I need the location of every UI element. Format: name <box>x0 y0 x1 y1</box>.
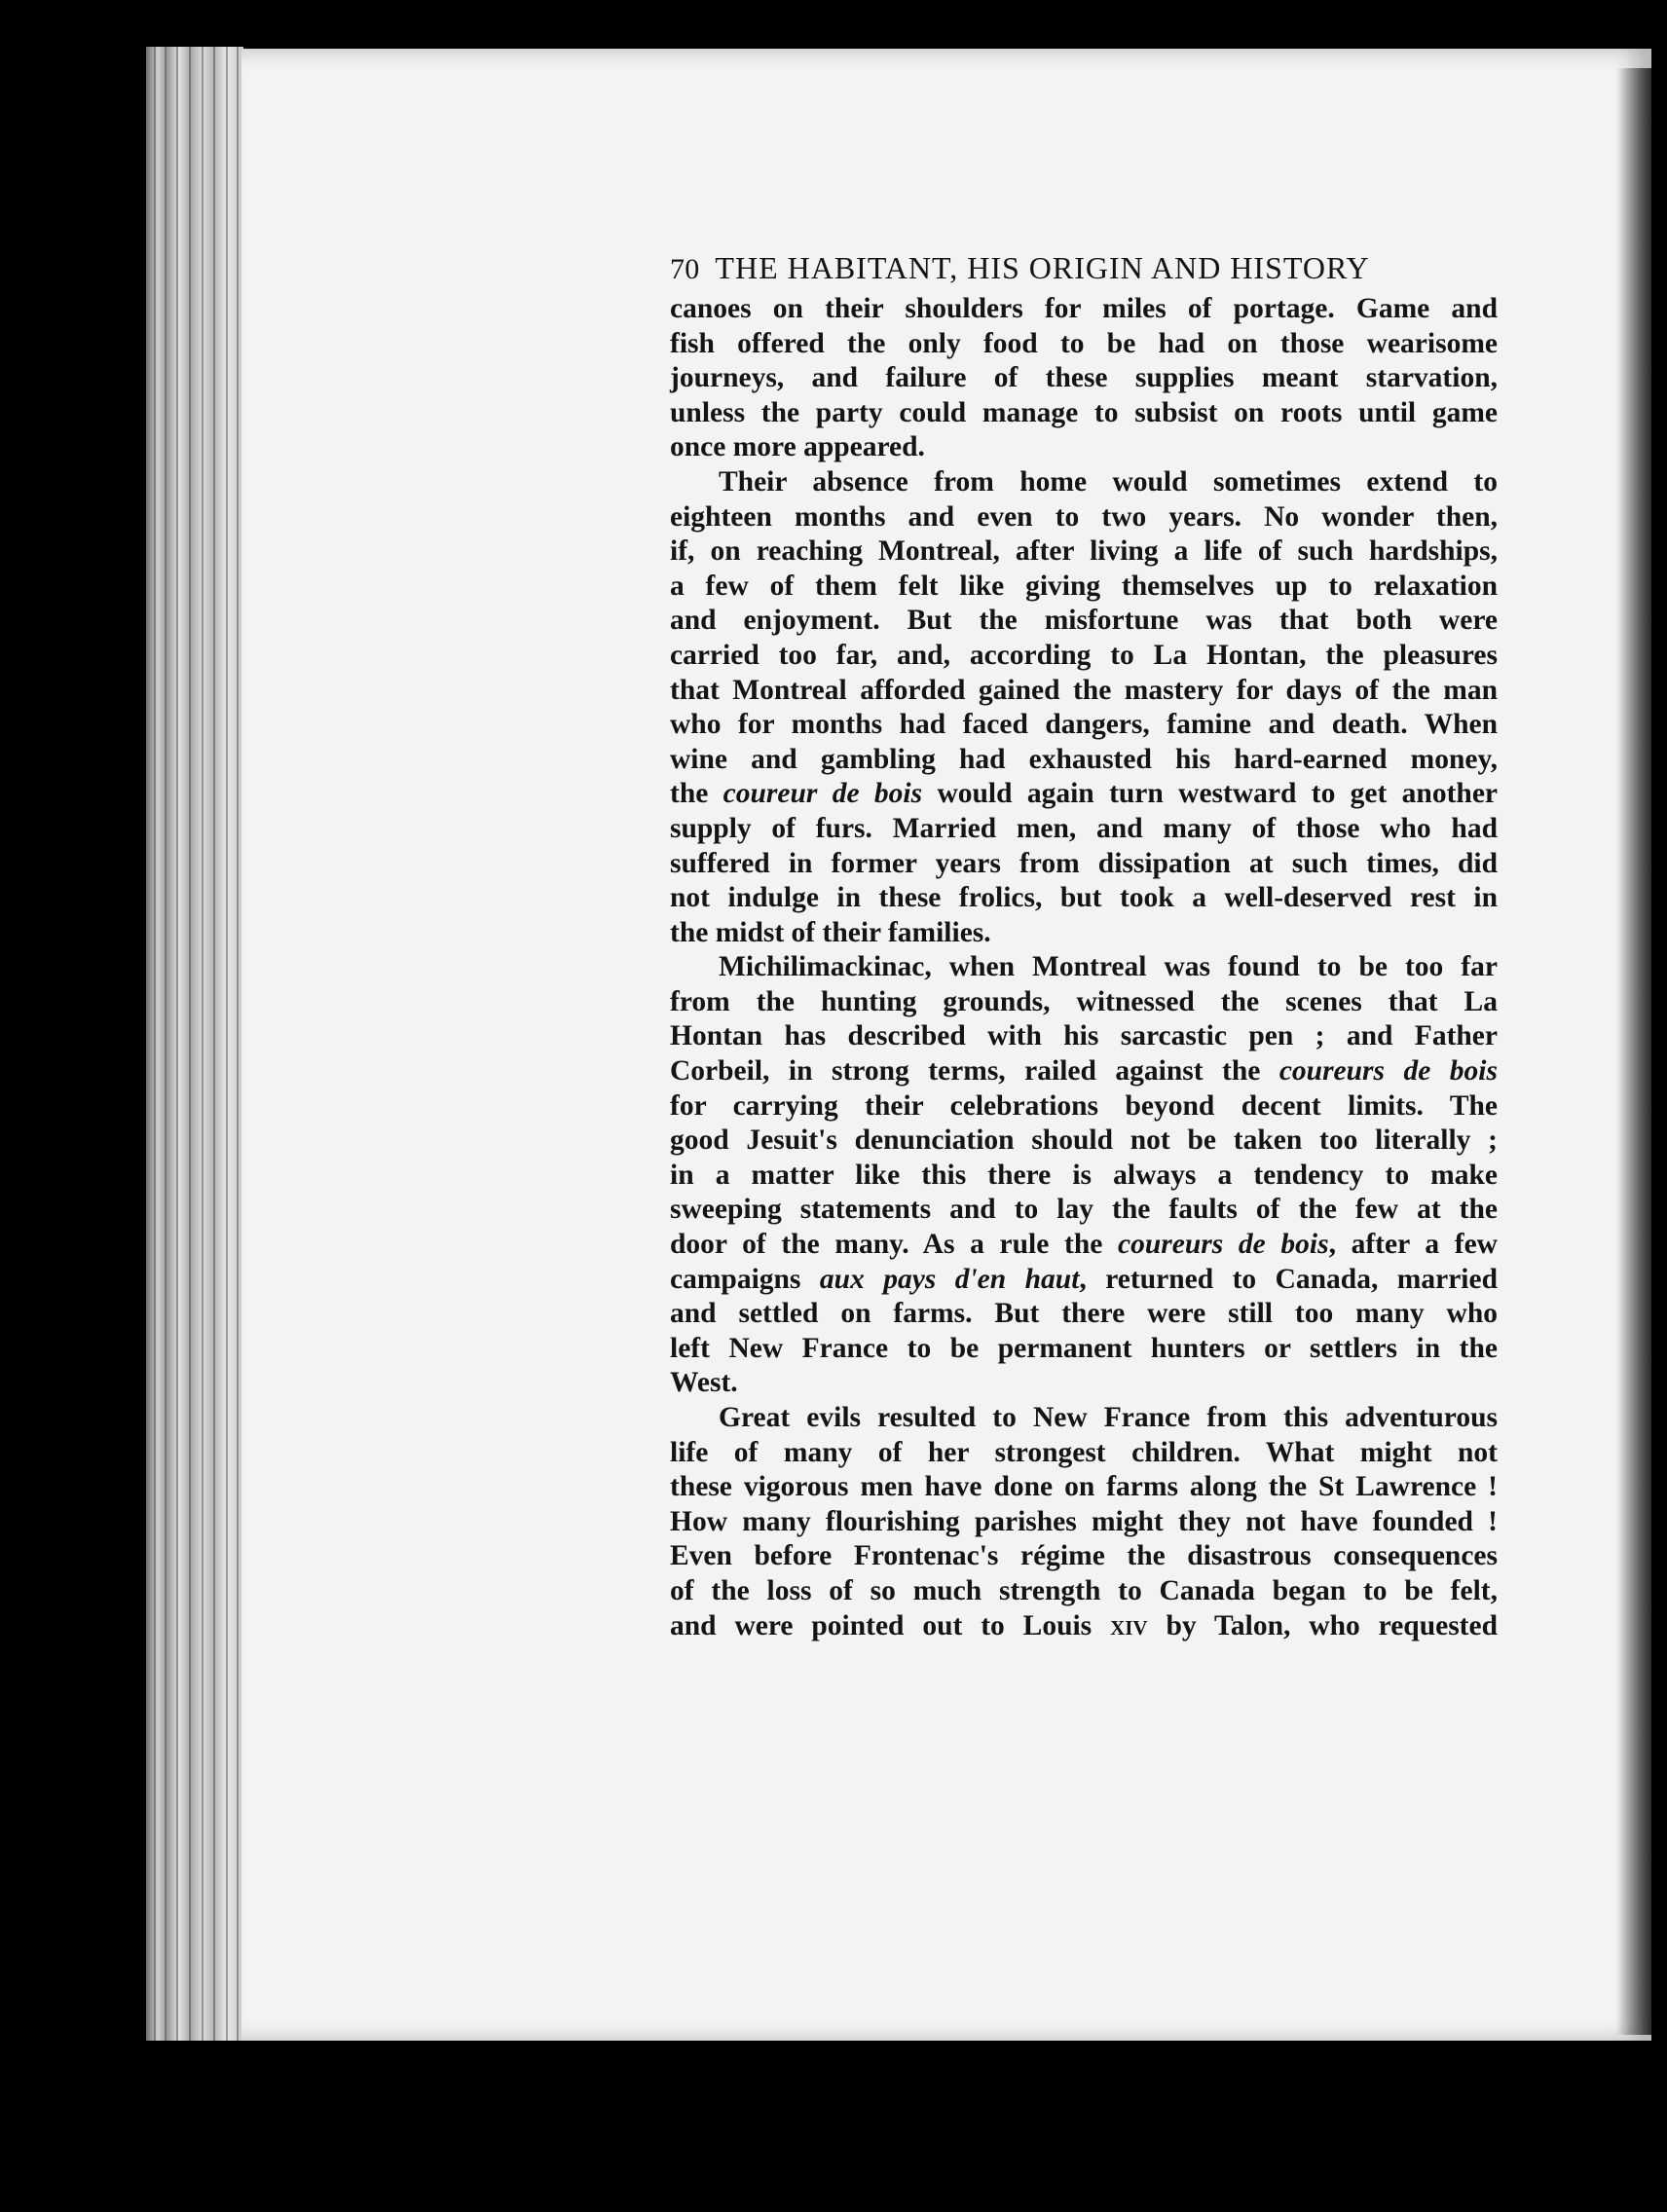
text-line: good Jesuit's denunciation should not be taken too literally ; <box>670 1124 1498 1157</box>
text-line: a few of them felt like giving themselves up to relaxation <box>670 570 1498 602</box>
text-line: not indulge in these frolics, but took a well-deserved rest in <box>670 882 1498 914</box>
text-line: wine and gambling had exhausted his hard-earned money, <box>670 743 1498 775</box>
text-line: supply of furs. Married men, and many of those who had <box>670 812 1498 844</box>
running-head <box>670 251 1498 290</box>
text-line: unless the party could manage to subsist on roots until game <box>670 396 1498 428</box>
text-line: in a matter like this there is always a tendency to make <box>670 1159 1498 1191</box>
gutter-shadow <box>1616 68 1655 2035</box>
text-line: canoes on their shoulders for miles of portage. Game and <box>670 293 1498 324</box>
text-line: and were pointed out to Louis xiv by Talon, who requested <box>670 1609 1498 1641</box>
text-line: journeys, and failure of these supplies meant starvation, <box>670 362 1498 394</box>
text-line: suffered in former years from dissipation at such times, did <box>670 847 1498 879</box>
text-line: life of many of her strongest children. What might not <box>670 1436 1498 1468</box>
text-line: How many flourishing parishes might they not have founded ! <box>670 1505 1498 1537</box>
text-line: and settled on farms. But there were still too many who <box>670 1298 1498 1330</box>
text-line: for carrying their celebrations beyond decent limits. The <box>670 1089 1498 1122</box>
text-line: that Montreal afforded gained the mastery for days of the man <box>670 674 1498 706</box>
text-line: sweeping statements and to lay the faults of the few at the <box>670 1194 1498 1226</box>
text-line: Even before Frontenac's régime the disastrous consequences <box>670 1540 1498 1572</box>
text-line: if, on reaching Montreal, after living a life of such hardships, <box>670 535 1498 568</box>
text-line: who for months had faced dangers, famine and death. When <box>670 709 1498 741</box>
paragraph-2 <box>670 465 1498 950</box>
text-line: fish offered the only food to be had on those wearisome <box>670 327 1498 359</box>
text-line: Hontan has described with his sarcastic pen ; and Father <box>670 1020 1498 1052</box>
book-page-edges <box>146 47 243 2041</box>
text-line: the coureur de bois would again turn westward to get another <box>670 778 1499 810</box>
text-line: Great evils resulted to New France from this adventurous <box>719 1402 1498 1433</box>
paragraph-3 <box>670 950 1498 1401</box>
text-line: these vigorous men have done on farms along the St Lawrence ! <box>670 1471 1498 1503</box>
text-line: Michilimackinac, when Montreal was found to be too far <box>719 951 1498 983</box>
page-number: 70 <box>670 253 700 285</box>
text-line: the midst of their families. <box>670 916 991 948</box>
text-line: door of the many. As a rule the coureurs de bois, after a few <box>670 1229 1498 1261</box>
page-text <box>670 251 1498 1643</box>
paragraph-1 <box>670 292 1498 465</box>
text-line: left New France to be permanent hunters or settlers in the <box>670 1332 1498 1364</box>
text-line: eighteen months and even to two years. No wonder then, <box>670 500 1498 533</box>
text-line: West. <box>670 1367 738 1399</box>
text-line: campaigns aux pays d'en haut, returned to Canada, married <box>670 1263 1498 1295</box>
text-line: once more appeared. <box>670 431 925 463</box>
paragraph-4 <box>670 1401 1498 1643</box>
running-title: THE HABITANT, HIS ORIGIN AND HISTORY <box>715 250 1370 285</box>
text-line: Corbeil, in strong terms, railed against the coureurs de bois <box>670 1055 1498 1088</box>
text-line: and enjoyment. But the misfortune was that both were <box>670 605 1498 637</box>
text-line: of the loss of so much strength to Canada began to be felt, <box>670 1574 1498 1606</box>
text-line: carried too far, and, according to La Hontan, the pleasures <box>670 639 1498 671</box>
text-line: from the hunting grounds, witnessed the scenes that La <box>670 985 1498 1017</box>
text-line: Their absence from home would sometimes extend to <box>719 465 1498 498</box>
